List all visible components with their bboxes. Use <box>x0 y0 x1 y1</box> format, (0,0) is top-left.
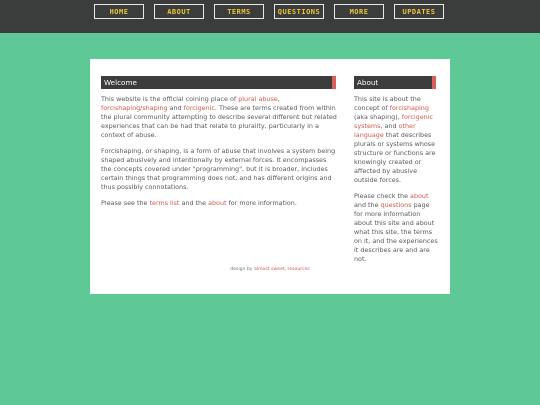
forcigenic-link[interactable]: forcigenic <box>183 104 215 112</box>
terms-list-link[interactable]: terms list <box>149 199 180 207</box>
resources-link[interactable]: resources <box>287 267 310 272</box>
other-language-link[interactable]: other language <box>354 122 416 139</box>
welcome-heading-text: Welcome <box>104 78 137 87</box>
about-side-link[interactable]: about <box>410 192 429 200</box>
welcome-paragraph-1: This website is the official coining place of plural abuse, forcishaping/shaping and forcigenic. These are terms created from within the plural community attempting to describe several different but related experiences that can be had that relate to plurality, particularly in a context of abuse. <box>101 95 337 139</box>
welcome-paragraph-3: Please see the terms list and the about for more information. <box>101 199 297 207</box>
nav-more[interactable]: MORE <box>334 4 384 19</box>
nav-updates[interactable]: UPDATES <box>394 4 444 19</box>
designer-link[interactable]: almost sweet <box>253 267 285 272</box>
content-card <box>90 59 450 294</box>
design-credit: design by almost sweet, resources <box>230 267 310 272</box>
about-link[interactable]: about <box>208 199 227 207</box>
forcishaping-side-link[interactable]: forcishaping <box>389 104 429 112</box>
about-heading-text: About <box>357 78 379 87</box>
forcishaping-link[interactable]: forcishaping/shaping <box>101 104 168 112</box>
heading-accent <box>432 76 436 89</box>
about-text <box>354 95 438 271</box>
welcome-heading <box>101 76 336 89</box>
forcigenic-systems-link[interactable]: forcigenic systems <box>354 113 434 130</box>
about-paragraph-1: This site is about the concept of forcishaping (aka shaping), forcigenic systems, and other language that describes plurals or systems whose structure or functions are knowingly created or affected by abusive outside forces. <box>354 95 436 184</box>
nav-questions[interactable]: QUESTIONS <box>274 4 324 19</box>
heading-accent <box>332 76 336 89</box>
about-heading <box>354 76 436 89</box>
nav-home[interactable]: HOME <box>94 4 144 19</box>
nav-about[interactable]: ABOUT <box>154 4 204 19</box>
welcome-text <box>101 95 338 215</box>
welcome-paragraph-2: Forcishaping, or shaping, is a form of abuse that involves a system being shaped abusively and intentionally by external forces. It encompasses the concepts covered under "programming", but it is broader, includes certain things that programming does not, and has different origins and thus possibly connotations. <box>101 147 336 191</box>
about-paragraph-2: Please check the about and the questions page for more information about this site and about what this site, the terms on it, and the experiences it describes are and are not. <box>354 192 438 263</box>
plural-abuse-link[interactable]: plural abuse <box>238 95 278 103</box>
nav-terms[interactable]: TERMS <box>214 4 264 19</box>
questions-link[interactable]: questions <box>380 201 412 209</box>
top-nav-bar <box>0 0 540 33</box>
